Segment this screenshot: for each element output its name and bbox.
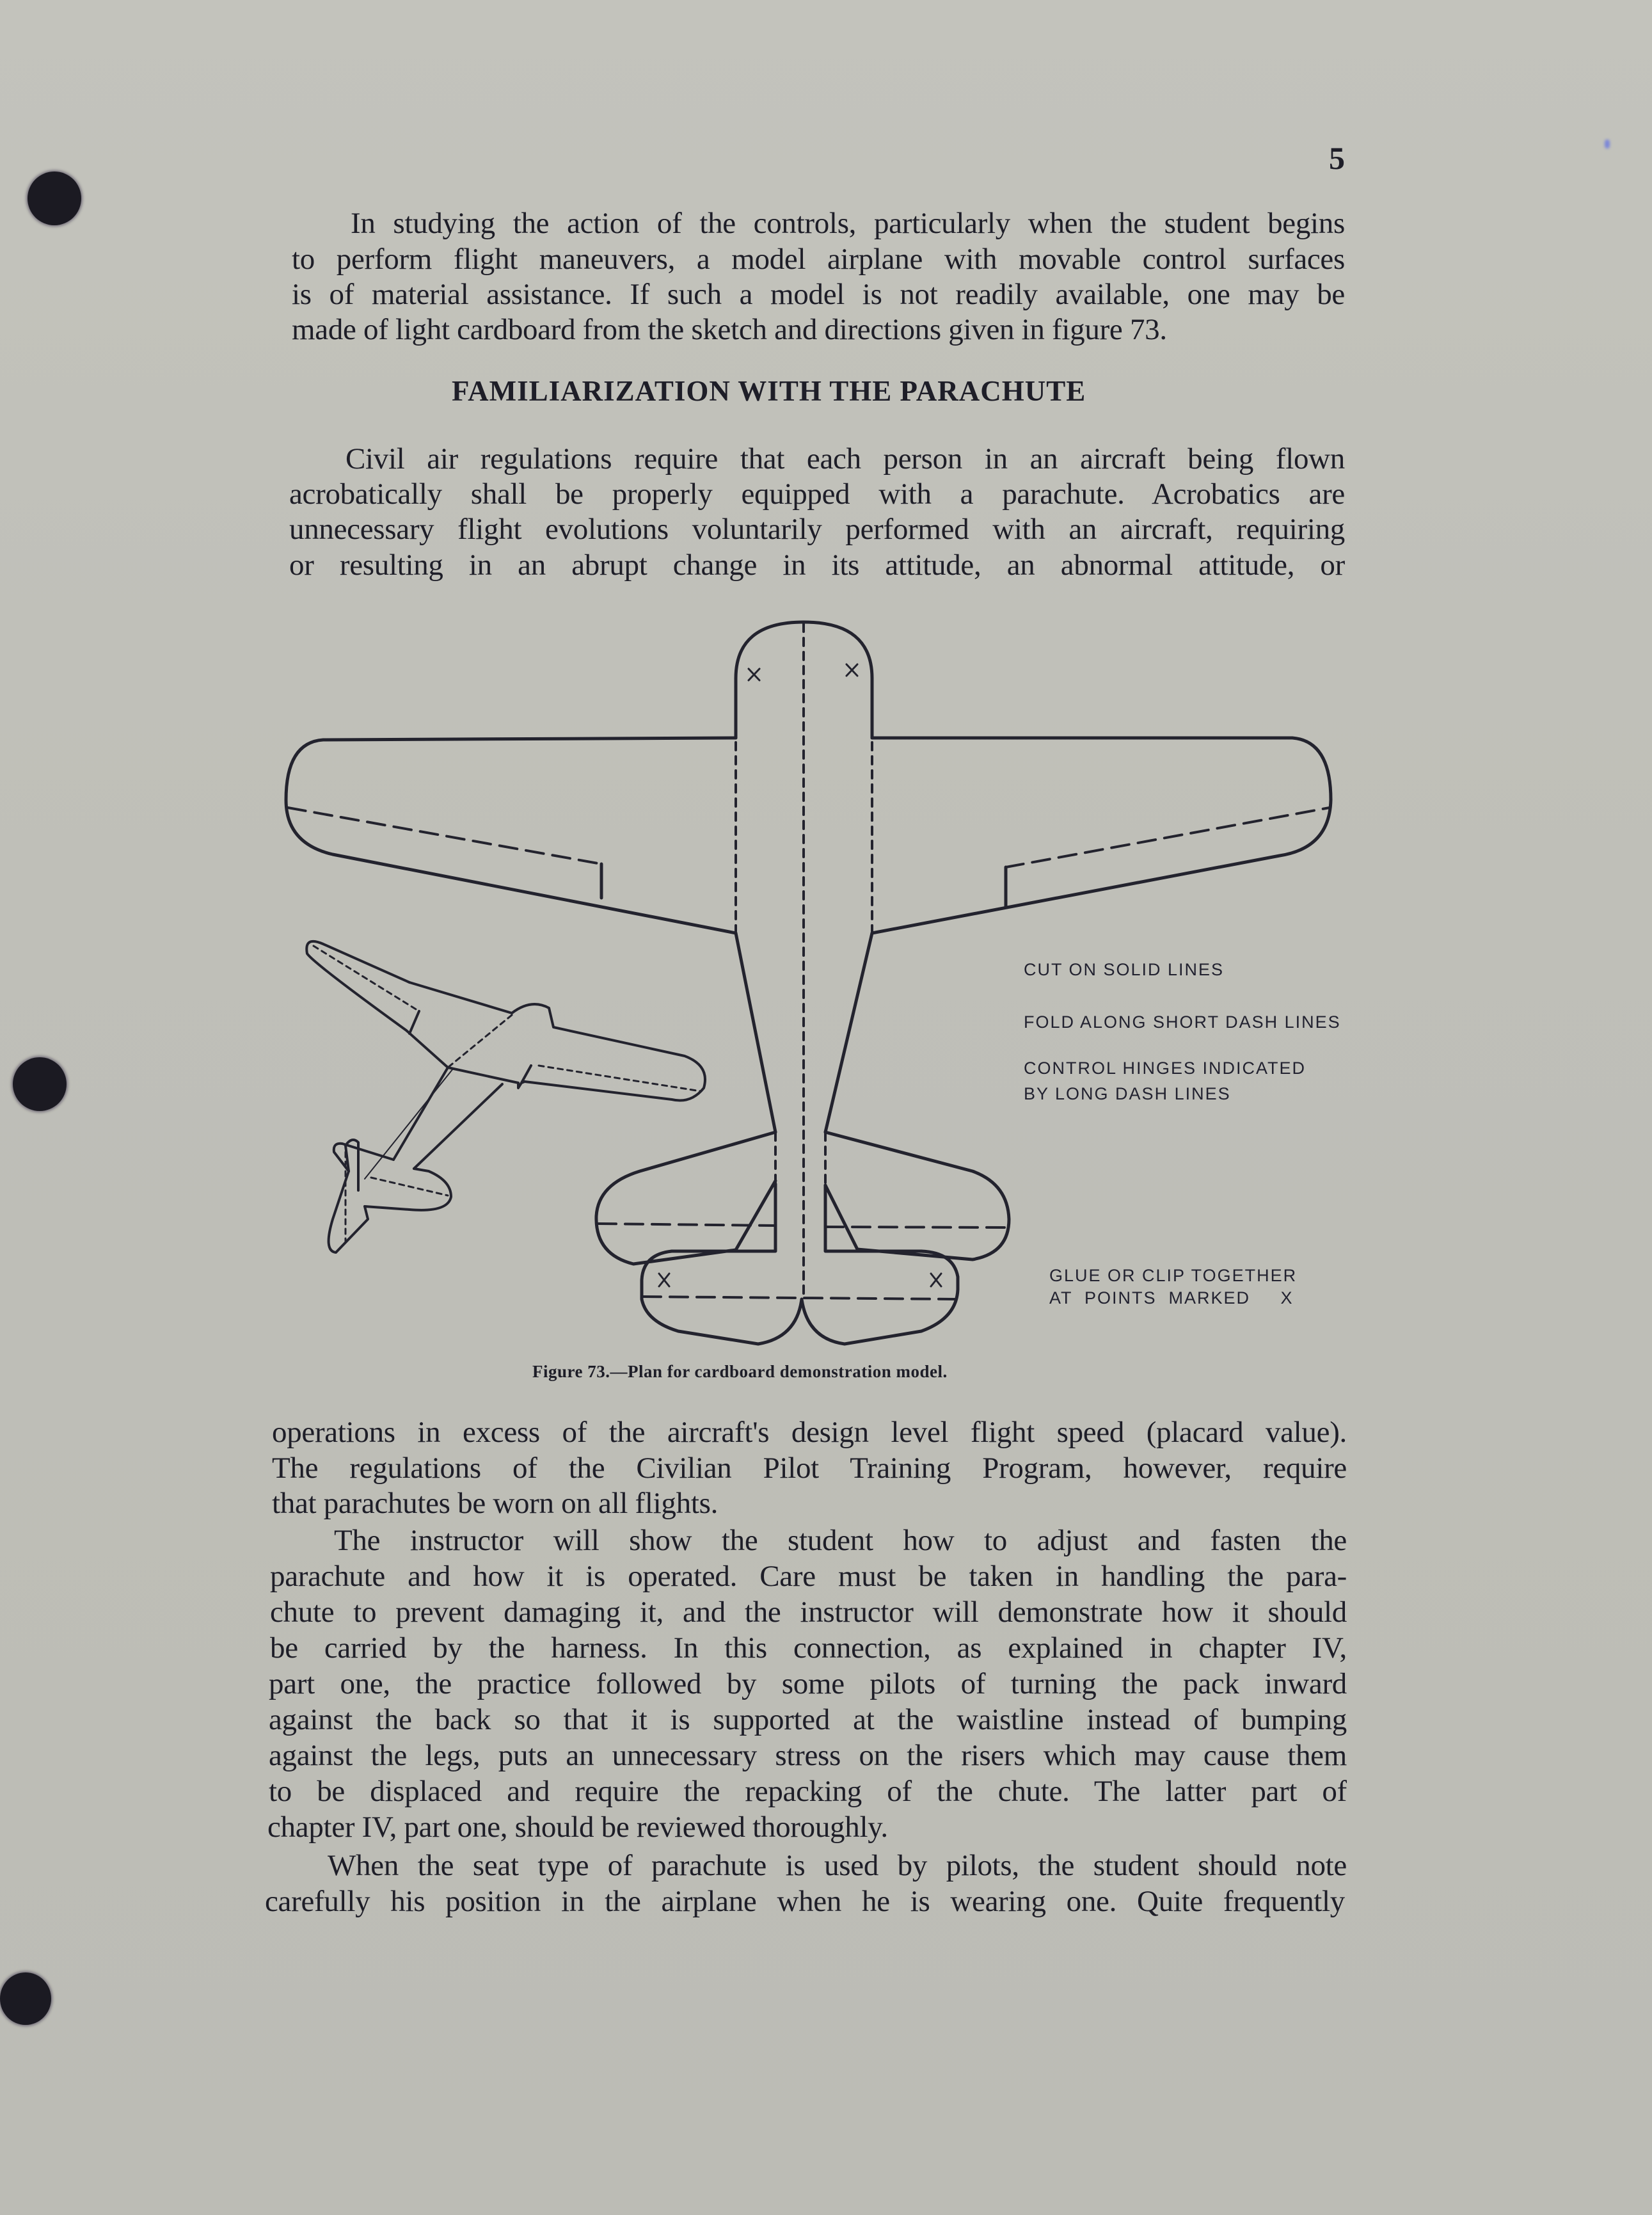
text-line: against the back so that it is supported at the waistline instead of bumping [269, 1703, 1347, 1736]
text-line: made of light cardboard from the sketch and directions given in figure 73. [292, 313, 1167, 346]
page-number: 5 [1329, 140, 1345, 176]
text-line: against the legs, puts an unnecessary stress on the risers which may cause them [269, 1739, 1347, 1772]
section-heading: FAMILIARIZATION WITH THE PARACHUTE [452, 375, 1086, 407]
fold-lines [736, 624, 872, 1299]
text-line: The instructor will show the student how to adjust and fasten the [334, 1524, 1347, 1557]
glue-point-markers [659, 664, 941, 1286]
label-control-hinges-2: BY LONG DASH LINES [1024, 1084, 1231, 1103]
text-line: that parachutes be worn on all flights. [272, 1487, 719, 1520]
text-line: chapter IV, part one, should be reviewed thoroughly. [267, 1811, 888, 1844]
text-line: unnecessary flight evolutions voluntarily performed with an aircraft, requiring [289, 513, 1345, 546]
text-line: part one, the practice followed by some pilots of turning the pack inward [269, 1667, 1347, 1700]
assembled-model-sketch [306, 941, 705, 1252]
text-line: to be displaced and require the repacking of the chute. The latter part of [269, 1775, 1347, 1808]
text-line: carefully his position in the airplane when he is wearing one. Quite frequently [265, 1885, 1345, 1918]
figure-caption: Figure 73.—Plan for cardboard demonstration model. [532, 1362, 948, 1381]
label-fold-short-dash: FOLD ALONG SHORT DASH LINES [1024, 1012, 1341, 1032]
text-line: Civil air regulations require that each person in an aircraft being flown [345, 442, 1345, 476]
plan-outline [286, 622, 1331, 1344]
text-line: In studying the action of the controls, particularly when the student begins [351, 207, 1345, 240]
label-control-hinges-1: CONTROL HINGES INDICATED [1024, 1059, 1307, 1078]
hinge-lines [288, 808, 1330, 1299]
text-line: or resulting in an abrupt change in its attitude, an abnormal attitude, or [289, 548, 1345, 582]
x-marker-icon [749, 669, 759, 680]
text-line: When the seat type of parachute is used by pilots, the student should note [328, 1849, 1347, 1882]
x-marker-icon [846, 664, 857, 676]
text-line: is of material assistance. If such a model is not readily available, one may be [292, 278, 1345, 311]
x-marker-icon [659, 1274, 669, 1286]
text-line: chute to prevent damaging it, and the instructor will demonstrate how it should [270, 1595, 1347, 1629]
label-glue-1: GLUE OR CLIP TOGETHER [1049, 1266, 1298, 1285]
text-line: parachute and how it is operated. Care must be taken in handling the para- [270, 1560, 1347, 1593]
text-line: The regulations of the Civilian Pilot Training Program, however, require [272, 1451, 1347, 1485]
text-line: operations in excess of the aircraft's design level flight speed (placard value). [272, 1416, 1347, 1449]
label-cut-solid-lines: CUT ON SOLID LINES [1024, 960, 1225, 979]
text-line: acrobatically shall be properly equipped with a parachute. Acrobatics are [289, 477, 1345, 511]
label-glue-2: AT POINTS MARKED X [1049, 1288, 1294, 1307]
sketch-fold-lines [314, 946, 701, 1242]
x-marker-icon [931, 1274, 941, 1286]
text-line: to perform flight maneuvers, a model airplane with movable control surfaces [292, 243, 1345, 276]
text-line: be carried by the harness. In this connection, as explained in chapter IV, [270, 1631, 1347, 1665]
